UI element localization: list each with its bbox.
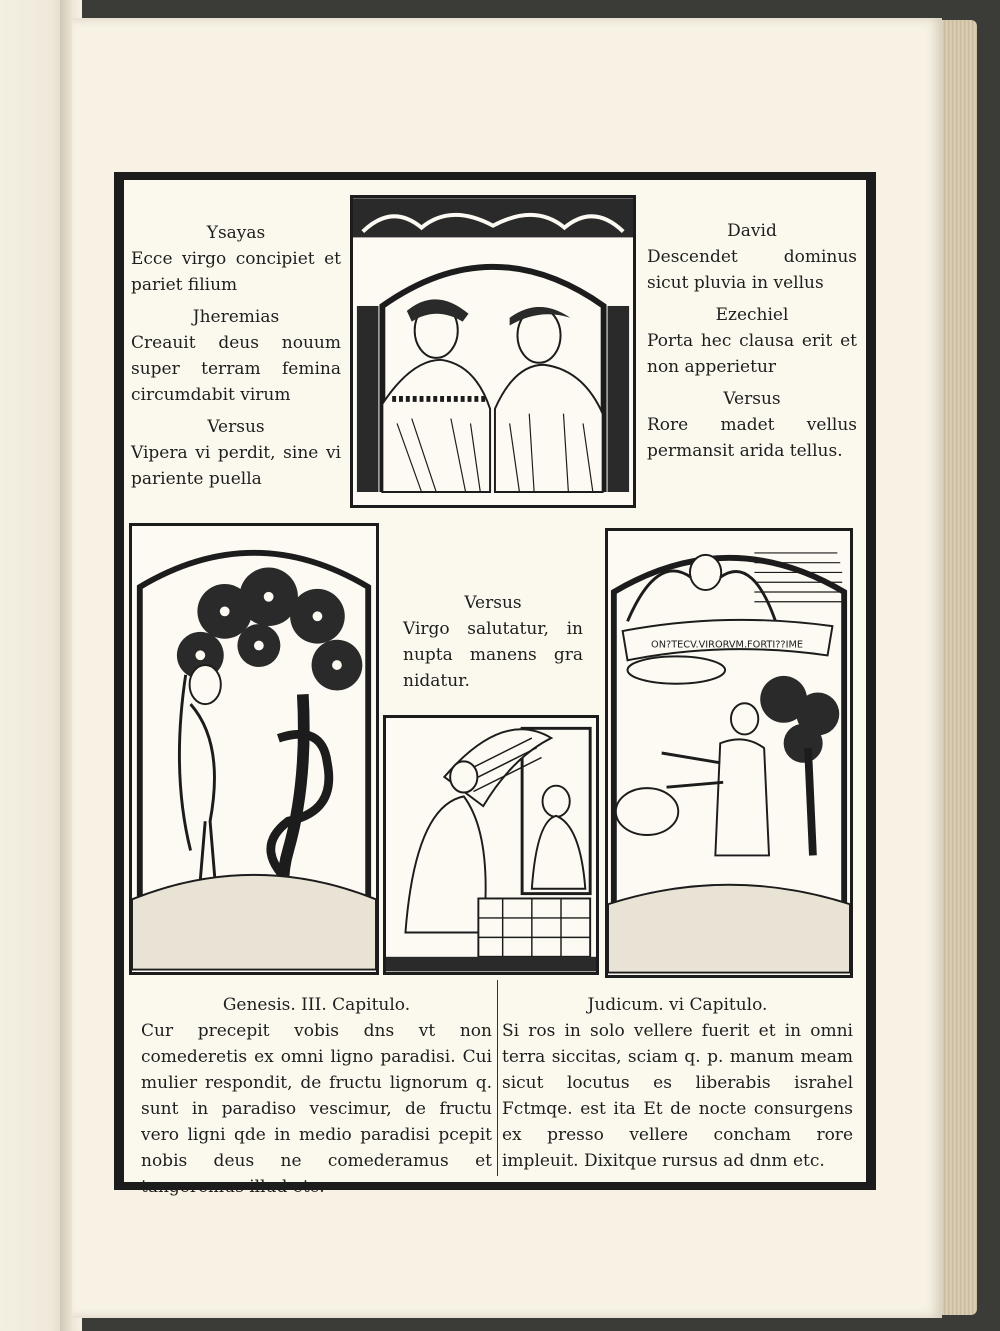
jheremias-heading: Jheremias [192,307,280,327]
judicum-heading: Judicum. vi Capitulo. [587,995,768,1015]
ezechiel-heading: Ezechiel [715,305,789,325]
versus-text-right: Rore madet vellus permansit arida tellus. [647,415,857,461]
eve-serpent-woodcut [129,523,379,975]
two-prophets-woodcut [350,195,636,508]
versus-heading-right: Versus [723,389,781,409]
versus-heading-middle: Versus [464,593,522,613]
bottom-right-text-block [502,992,853,1174]
versus-heading-left: Versus [207,417,265,437]
ysayas-heading: Ysayas [206,223,266,243]
annunciation-woodcut [383,715,599,975]
genesis-heading: Genesis. III. Capitulo. [222,995,411,1015]
banner-inscription: ON?TECV.VIRORVM.FORTI??IME [651,639,804,651]
versus-text-middle: Virgo salutatur, in nupta manens gra nidatur. [403,619,583,691]
ezechiel-text: Porta hec clausa erit et non apperietur [647,331,857,377]
ysayas-text: Ecce virgo concipiet et pariet filium [131,249,341,295]
top-left-text-block [131,220,341,492]
david-text: Descendet dominus sicut pluvia in vellus [647,247,857,293]
gideon-fleece-woodcut [605,528,853,978]
top-right-text-block [647,218,857,464]
judicum-text: Si ros in solo vellere fuerit et in omni terra siccitas, sciam q. p. manum meam sicut locutus es liberabis israhel Fctmqe. est ita Et de nocte consurgens ex presso vellere concham rore impleuit. Dixitque rursus ad dnm etc. [502,1021,853,1171]
genesis-text: Cur precepit vobis dns vt non comederetis ex omni ligno paradisi. Cui mulier respondit, de fructu lignorum q. sunt in paradiso vescimur, de fructu vero ligni qde in medio paradisi pcepit nobis deus ne comederamus et tangeremus illud etc. [141,1021,492,1197]
jheremias-text: Creauit deus nouum super terram femina circumdabit virum [131,333,341,405]
middle-text-block [403,590,583,694]
eve-serpent-illustration [132,526,376,972]
david-heading: David [727,221,777,241]
annunciation-illustration [386,718,596,972]
bottom-left-text-block [141,992,492,1200]
column-divider [497,980,498,1176]
gideon-fleece-illustration [608,531,850,975]
two-prophets-illustration [353,198,633,505]
versus-text-left: Vipera vi perdit, sine vi pariente puella [131,443,341,489]
